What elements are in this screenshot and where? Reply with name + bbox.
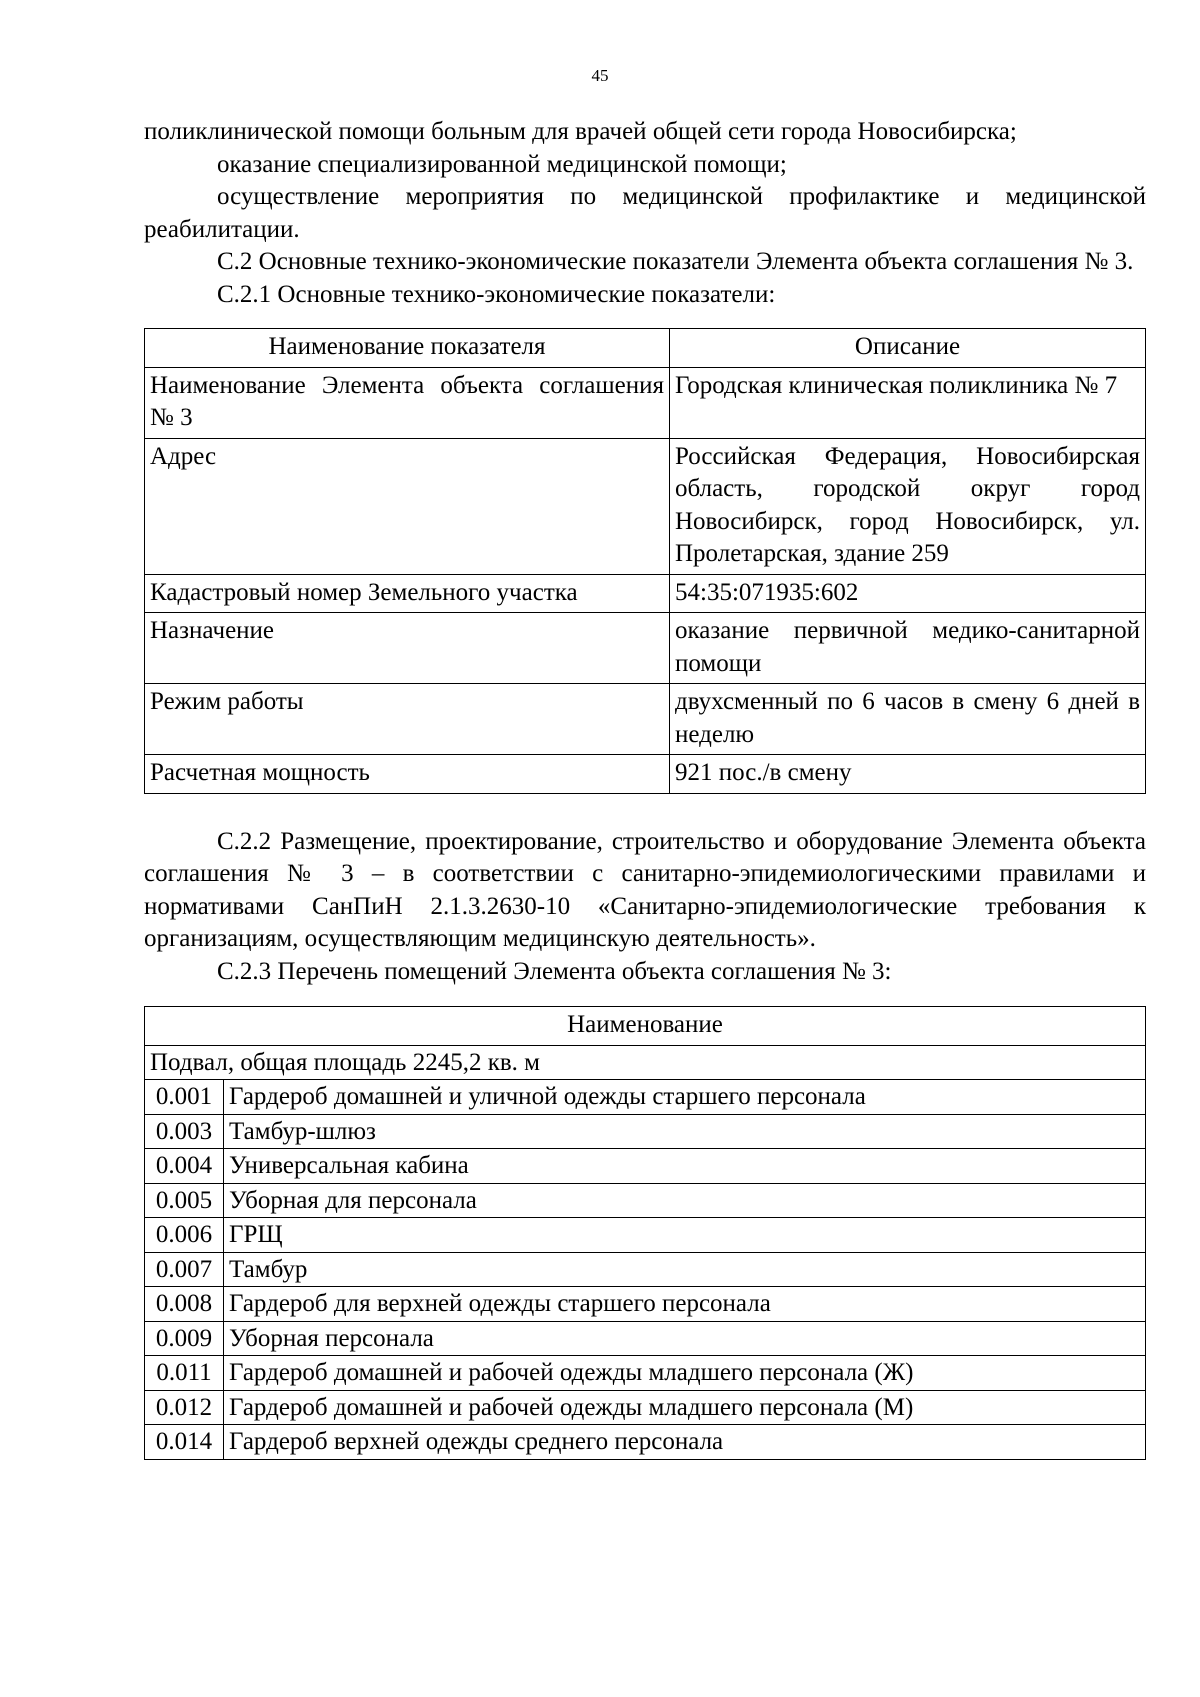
table-row	[145, 1356, 1146, 1391]
table-row	[145, 1080, 1146, 1115]
room-code: 0.011	[145, 1356, 224, 1391]
indicator-value: 921 пос./в смену	[670, 755, 1146, 794]
room-code: 0.003	[145, 1114, 224, 1149]
indicator-name: Адрес	[145, 438, 670, 574]
rooms-header-name: Наименование	[145, 1007, 1146, 1046]
intro-paragraph-3: осуществление мероприятия по медицинской профилактике и медицинской реабилитации.	[144, 183, 1146, 243]
indicator-value: Городская клиническая поликлиника № 7	[670, 367, 1146, 438]
table-row	[145, 1114, 1146, 1149]
table-row	[145, 574, 1146, 613]
rooms-table-header-row	[145, 1007, 1146, 1046]
room-name: Гардероб домашней и рабочей одежды младшего персонала (Ж)	[224, 1356, 1146, 1391]
section-c21-heading: С.2.1 Основные технико-экономические показатели:	[217, 280, 776, 308]
indicator-name: Режим работы	[145, 684, 670, 755]
room-code: 0.008	[145, 1287, 224, 1322]
indicator-name: Назначение	[145, 613, 670, 684]
document-body	[144, 116, 1146, 1460]
room-code: 0.006	[145, 1218, 224, 1253]
rooms-section-title: Подвал, общая площадь 2245,2 кв. м	[145, 1045, 1146, 1080]
room-name: Тамбур-шлюз	[224, 1114, 1146, 1149]
section-c23-heading: С.2.3 Перечень помещений Элемента объекта соглашения № 3:	[217, 957, 892, 985]
indicator-value: Российская Федерация, Новосибирская область, городской округ город Новосибирск, город Новосибирск, ул. Пролетарская, здание 259	[670, 438, 1146, 574]
room-code: 0.014	[145, 1425, 224, 1460]
room-name: Универсальная кабина	[224, 1149, 1146, 1184]
indicator-name: Кадастровый номер Земельного участка	[145, 574, 670, 613]
room-name: Гардероб домашней и рабочей одежды младшего персонала (М)	[224, 1390, 1146, 1425]
table-row	[145, 1425, 1146, 1460]
indicators-table-header-row	[145, 329, 1146, 368]
indicator-value: 54:35:071935:602	[670, 574, 1146, 613]
indicators-header-name: Наименование показателя	[145, 329, 670, 368]
table-row	[145, 1218, 1146, 1253]
table-row	[145, 684, 1146, 755]
section-c22-paragraph: С.2.2 Размещение, проектирование, строительство и оборудование Элемента объекта соглашения № 3 – в соответствии с санитарно-эпидемиологическими правилами и нормативами СанПиН 2.1.3.2630-10 «Санитарно-эпидемиологические требования к организациям, осуществляющим медицинскую деятельность».	[144, 827, 1146, 952]
table-row	[145, 367, 1146, 438]
table-row	[145, 755, 1146, 794]
room-code: 0.007	[145, 1252, 224, 1287]
room-code: 0.012	[145, 1390, 224, 1425]
room-name: ГРЩ	[224, 1218, 1146, 1253]
intro-paragraph-2: оказание специализированной медицинской помощи;	[217, 150, 787, 178]
rooms-section-row	[145, 1045, 1146, 1080]
table-row	[145, 1287, 1146, 1322]
table-row	[145, 1252, 1146, 1287]
indicator-name: Наименование Элемента объекта соглашения № 3	[145, 367, 670, 438]
indicators-header-description: Описание	[670, 329, 1146, 368]
room-name: Уборная персонала	[224, 1321, 1146, 1356]
room-name: Уборная для персонала	[224, 1183, 1146, 1218]
room-code: 0.004	[145, 1149, 224, 1184]
table-row	[145, 438, 1146, 574]
indicator-name: Расчетная мощность	[145, 755, 670, 794]
room-name: Гардероб для верхней одежды старшего персонала	[224, 1287, 1146, 1322]
table-row	[145, 1183, 1146, 1218]
room-code: 0.005	[145, 1183, 224, 1218]
table-row	[145, 1149, 1146, 1184]
rooms-table	[144, 1006, 1146, 1460]
section-c2-heading: С.2 Основные технико-экономические показатели Элемента объекта соглашения № 3.	[217, 248, 1134, 275]
room-code: 0.009	[145, 1321, 224, 1356]
room-name: Тамбур	[224, 1252, 1146, 1287]
indicators-table	[144, 328, 1146, 794]
intro-paragraph-1: поликлинической помощи больным для врачей общей сети города Новосибирска;	[144, 118, 1017, 145]
table-row	[145, 1321, 1146, 1356]
table-row	[145, 613, 1146, 684]
page-number: 45	[591, 66, 609, 85]
indicator-value: оказание первичной медико-санитарной помощи	[670, 613, 1146, 684]
room-code: 0.001	[145, 1080, 224, 1115]
indicator-value: двухсменный по 6 часов в смену 6 дней в неделю	[670, 684, 1146, 755]
table-row	[145, 1390, 1146, 1425]
room-name: Гардероб верхней одежды среднего персонала	[224, 1425, 1146, 1460]
room-name: Гардероб домашней и уличной одежды старшего персонала	[224, 1080, 1146, 1115]
